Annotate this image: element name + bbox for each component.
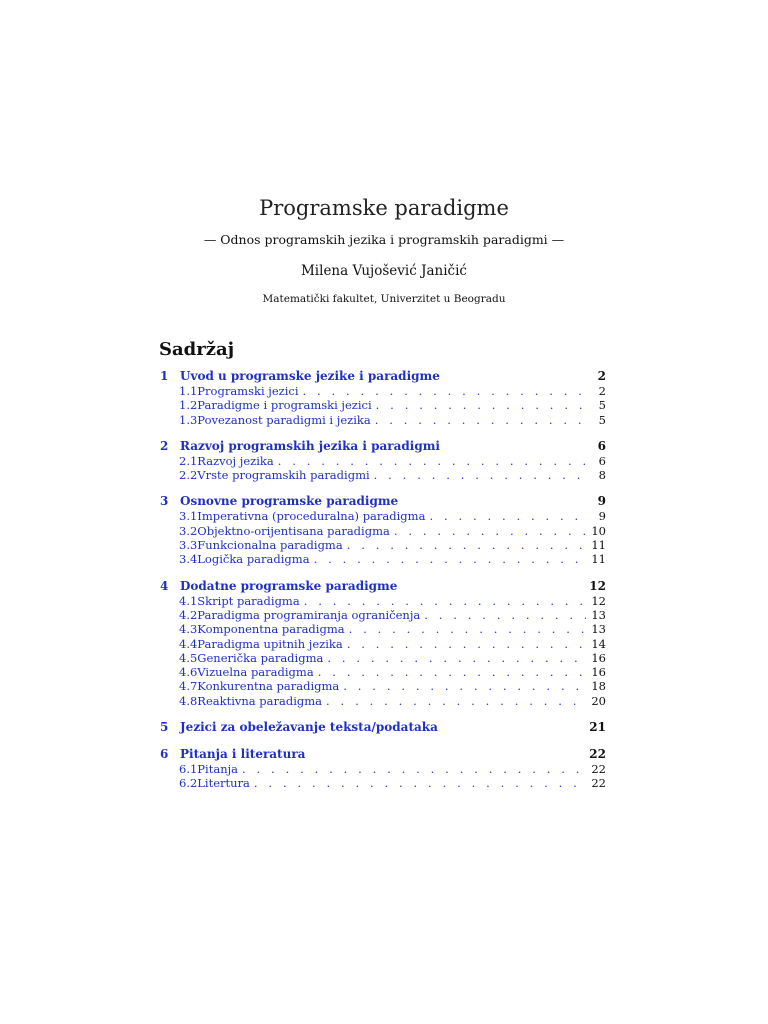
toc-subsection-link[interactable] (160, 608, 606, 622)
toc-subsection-number: 2.1 (179, 453, 198, 468)
toc-subsection-title: Skript paradigma (197, 593, 300, 608)
toc-section-page: 2 (597, 369, 606, 383)
document-author: Milena Vujošević Janičić (300, 263, 467, 279)
toc-subsection-page: 14 (591, 636, 606, 651)
toc-section-page: 22 (589, 747, 606, 762)
toc-section-title: Razvoj programskih jezika i paradigmi (180, 438, 440, 453)
toc-subsection-page: 13 (591, 622, 606, 637)
toc-subsection-link[interactable] (160, 509, 606, 523)
toc-subsection-link[interactable] (160, 594, 606, 608)
toc-subsection-link[interactable] (160, 665, 606, 679)
toc-subsection-number: 6.2 (179, 776, 198, 791)
toc-section (160, 439, 606, 483)
toc-dot-leader (394, 524, 586, 538)
toc-dot-leader (242, 762, 586, 776)
toc-section-link[interactable] (160, 369, 606, 384)
toc-subsection-number: 3.4 (179, 552, 198, 567)
toc-subsection-link[interactable] (160, 694, 606, 708)
toc-subsection-number: 1.1 (179, 384, 198, 398)
toc-subsection-link[interactable] (160, 776, 606, 790)
toc-subsection-number: 6.1 (179, 762, 198, 777)
toc-subsection-page: 9 (598, 509, 606, 524)
toc-section-title: Osnovne programske paradigme (180, 494, 399, 509)
toc-dot-leader (278, 454, 586, 468)
document-title: Programske paradigme (259, 196, 509, 220)
toc-subsection-page: 5 (598, 412, 606, 427)
toc-subsection-title: Objektno-orijentisana paradigma (197, 523, 390, 538)
toc-subsection-number: 4.3 (179, 622, 198, 637)
toc-section (160, 369, 606, 427)
toc-subsection-number: 3.2 (179, 523, 198, 538)
toc-subsection-title: Reaktivna paradigma (197, 693, 323, 708)
toc-section (160, 494, 606, 566)
toc-subsection-number: 3.3 (179, 538, 198, 553)
toc-dot-leader (349, 622, 586, 636)
toc-section-link[interactable] (160, 579, 606, 594)
toc-section-page: 21 (589, 720, 606, 735)
toc-heading: Sadržaj (159, 339, 235, 360)
toc-subsection-link[interactable] (160, 398, 606, 412)
toc-subsection-link[interactable] (160, 622, 606, 636)
toc-subsection-page: 11 (591, 538, 606, 553)
toc-dot-leader (314, 552, 586, 566)
toc-section-number: 2 (160, 438, 169, 453)
toc-subsection-title: Imperativna (proceduralna) paradigma (197, 509, 426, 524)
toc-section-number: 1 (160, 369, 169, 383)
toc-dot-leader (303, 384, 586, 398)
toc-subsection-link[interactable] (160, 679, 606, 693)
toc-dot-leader (254, 776, 586, 790)
toc-subsection-page: 12 (591, 593, 606, 608)
toc-dot-leader (318, 665, 586, 679)
toc-section (160, 720, 606, 735)
toc-subsection-number: 4.8 (179, 693, 198, 708)
table-of-contents (160, 369, 606, 803)
toc-section-page: 9 (597, 494, 606, 509)
toc-subsection-title: Vizuelna paradigma (197, 665, 314, 680)
toc-subsection-number: 1.2 (179, 398, 198, 413)
toc-subsection-page: 16 (591, 665, 606, 680)
toc-subsection-link[interactable] (160, 468, 606, 482)
toc-dot-leader (374, 468, 586, 482)
toc-subsection-title: Konkurentna paradigma (197, 679, 340, 694)
toc-dot-leader (304, 594, 586, 608)
toc-section-link[interactable] (160, 439, 606, 454)
toc-subsection-link[interactable] (160, 524, 606, 538)
toc-subsection-page: 22 (591, 762, 606, 777)
toc-subsection-page: 16 (591, 650, 606, 665)
toc-section-number: 6 (160, 747, 169, 762)
toc-subsection-title: Generička paradigma (197, 650, 324, 665)
toc-subsection-page: 8 (598, 468, 606, 483)
toc-subsection-title: Litertura (197, 776, 250, 791)
toc-subsection-number: 3.1 (179, 509, 198, 524)
toc-subsection-number: 4.4 (179, 636, 198, 651)
toc-section-title: Dodatne programske paradigme (180, 578, 398, 593)
toc-subsection-link[interactable] (160, 384, 606, 398)
toc-subsection-title: Vrste programskih paradigmi (197, 468, 370, 483)
toc-dot-leader (429, 509, 586, 523)
toc-subsection-number: 4.7 (179, 679, 198, 694)
toc-subsection-page: 5 (598, 398, 606, 413)
toc-subsection-page: 6 (598, 453, 606, 468)
toc-subsection-title: Paradigme i programski jezici (197, 398, 372, 413)
toc-subsection-title: Funkcionalna paradigma (197, 538, 343, 553)
toc-section (160, 579, 606, 708)
toc-dot-leader (347, 637, 586, 651)
toc-section-title: Jezici za obeležavanje teksta/podataka (180, 720, 438, 735)
toc-dot-leader (327, 651, 586, 665)
toc-subsection-number: 2.2 (179, 468, 198, 483)
toc-subsection-page: 18 (591, 679, 606, 694)
toc-section-number: 3 (160, 494, 169, 509)
toc-subsection-title: Paradigma upitnih jezika (197, 636, 343, 651)
toc-section-number: 5 (160, 720, 169, 735)
toc-subsection-title: Razvoj jezika (197, 453, 274, 468)
document-subtitle: — Odnos programskih jezika i programskih paradigmi — (203, 232, 565, 247)
toc-section-page: 6 (597, 438, 606, 453)
toc-subsection-page: 20 (591, 693, 606, 708)
toc-subsection-link[interactable] (160, 538, 606, 552)
toc-subsection-title: Logička paradigma (197, 552, 310, 567)
toc-subsection-page: 11 (591, 552, 606, 567)
toc-subsection-title: Pitanja (197, 762, 239, 777)
toc-section-link[interactable] (160, 494, 606, 509)
toc-subsection-title: Komponentna paradigma (197, 622, 345, 637)
toc-section-title: Uvod u programske jezike i paradigme (180, 369, 440, 383)
toc-subsection-title: Programski jezici (197, 384, 299, 398)
toc-subsection-page: 22 (591, 776, 606, 791)
toc-subsection-page: 10 (591, 523, 606, 538)
toc-section-link[interactable] (160, 747, 606, 762)
toc-subsection-number: 4.2 (179, 607, 198, 622)
document-affiliation: Matematički fakultet, Univerzitet u Beogradu (262, 293, 506, 305)
toc-subsection-number: 4.6 (179, 665, 198, 680)
toc-section-title: Pitanja i literatura (180, 747, 306, 762)
toc-subsection-link[interactable] (160, 413, 606, 427)
toc-subsection-page: 13 (591, 607, 606, 622)
toc-subsection-link[interactable] (160, 651, 606, 665)
toc-subsection-link[interactable] (160, 762, 606, 776)
toc-dot-leader (347, 538, 586, 552)
toc-dot-leader (326, 694, 586, 708)
toc-subsection-number: 4.1 (179, 593, 198, 608)
toc-dot-leader (343, 679, 586, 693)
toc-subsection-link[interactable] (160, 552, 606, 566)
toc-subsection-title: Povezanost paradigmi i jezika (197, 412, 371, 427)
toc-dot-leader (376, 398, 586, 412)
toc-subsection-link[interactable] (160, 637, 606, 651)
toc-section (160, 747, 606, 791)
toc-dot-leader (375, 413, 586, 427)
toc-subsection-link[interactable] (160, 454, 606, 468)
toc-dot-leader (424, 608, 586, 622)
toc-subsection-number: 1.3 (179, 412, 198, 427)
toc-section-number: 4 (160, 578, 169, 593)
toc-subsection-page: 2 (598, 384, 606, 398)
toc-subsection-number: 4.5 (179, 650, 198, 665)
toc-subsection-title: Paradigma programiranja ograničenja (197, 607, 421, 622)
toc-section-link[interactable] (160, 720, 606, 735)
toc-section-page: 12 (589, 578, 606, 593)
